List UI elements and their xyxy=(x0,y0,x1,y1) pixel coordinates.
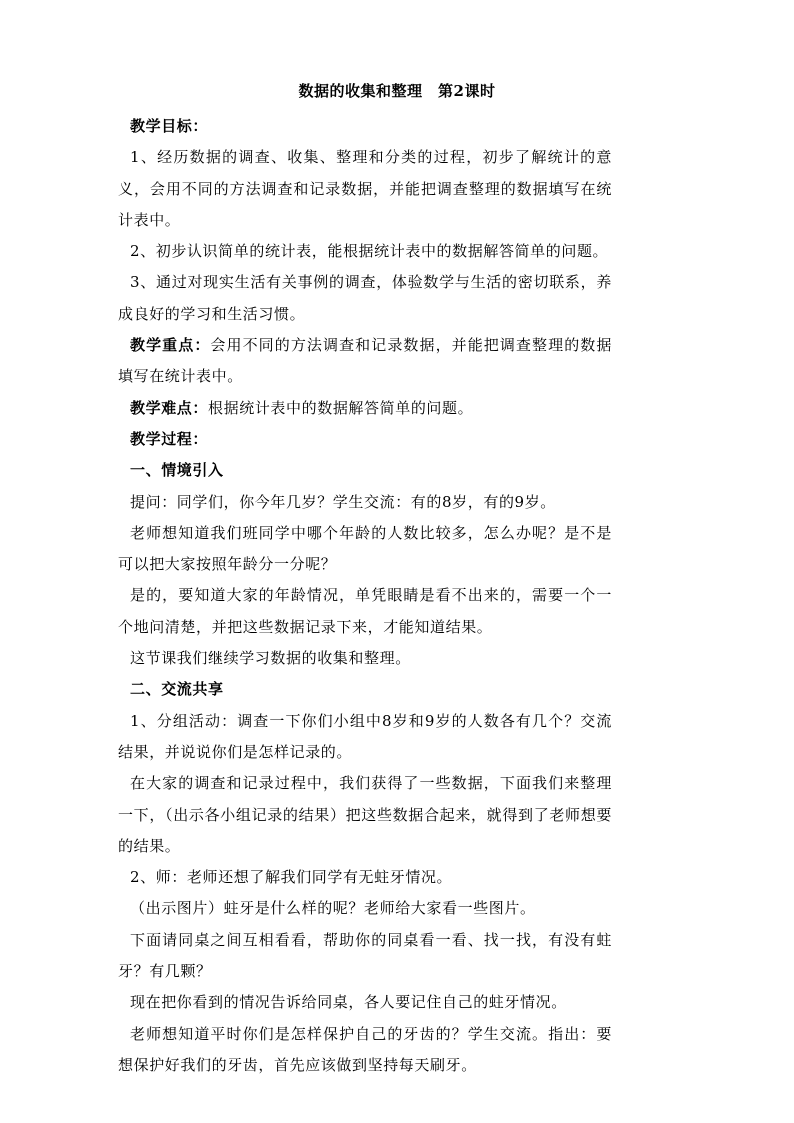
section1-paragraph: 这节课我们继续学习数据的收集和整理。 xyxy=(130,649,411,668)
section2-paragraph: （出示图片）蛀牙是什么样的呢？老师给大家看一些图片。 xyxy=(130,899,536,918)
page-title: 数据的收集和整理 第2课时 xyxy=(298,82,496,100)
document-body xyxy=(118,111,612,1081)
objective-item: 1、经历数据的调查、收集、整理和分类的过程，初步了解统计的意义，会用不同的方法调查和记录数据，并能把调查整理的数据填写在统计表中。 xyxy=(118,148,612,229)
key-point-text: 会用不同的方法调查和记录数据，并能把调查整理的数据填写在统计表中。 xyxy=(118,336,612,386)
key-point-label: 教学重点： xyxy=(130,336,211,355)
objective-item: 2、初步认识简单的统计表，能根据统计表中的数据解答简单的问题。 xyxy=(130,242,609,261)
section2-paragraph: 1、分组活动：调查一下你们小组中8岁和9岁的人数各有几个？交流结果，并说说你们是怎样记录的。 xyxy=(118,711,612,761)
section2-paragraph: 下面请同桌之间互相看看，帮助你的同桌看一看、找一找，有没有蛀牙？有几颗？ xyxy=(118,930,612,981)
difficulty-paragraph xyxy=(118,393,612,424)
section2-heading: 二、交流共享 xyxy=(130,680,224,699)
section2-paragraph: 老师想知道平时你们是怎样保护自己的牙齿的？学生交流。指出：要想保护好我们的牙齿，首先应该做到坚持每天刷牙。 xyxy=(118,1024,612,1074)
difficulty-text: 根据统计表中的数据解答简单的问题。 xyxy=(208,398,474,417)
section1-paragraph: 是的，要知道大家的年龄情况，单凭眼睛是看不出来的，需要一个一个地问清楚，并把这些数据记录下来，才能知道结果。 xyxy=(118,586,612,636)
difficulty-label: 教学难点： xyxy=(130,398,209,417)
objectives-heading: 教学目标： xyxy=(130,117,209,135)
section1-paragraph: 提问：同学们，你今年几岁？学生交流：有的8岁，有的9岁。 xyxy=(130,492,556,511)
key-point-paragraph xyxy=(118,330,612,393)
section2-paragraph: 现在把你看到的情况告诉给同桌，各人要记住自己的蛀牙情况。 xyxy=(130,993,567,1012)
process-heading: 教学过程： xyxy=(130,429,209,448)
section1-paragraph: 老师想知道我们班同学中哪个年龄的人数比较多，怎么办呢？是不是可以把大家按照年龄分一分呢？ xyxy=(118,523,612,574)
section2-paragraph: 2、师：老师还想了解我们同学有无蛀牙情况。 xyxy=(130,868,453,887)
section2-paragraph: 在大家的调查和记录过程中，我们获得了一些数据，下面我们来整理一下，（出示各小组记录的结果）把这些数据合起来，就得到了老师想要的结果。 xyxy=(118,774,612,855)
section1-heading: 一、情境引入 xyxy=(130,461,224,480)
objective-item: 3、通过对现实生活有关事例的调查，体验数学与生活的密切联系，养成良好的学习和生活习惯。 xyxy=(118,273,612,323)
